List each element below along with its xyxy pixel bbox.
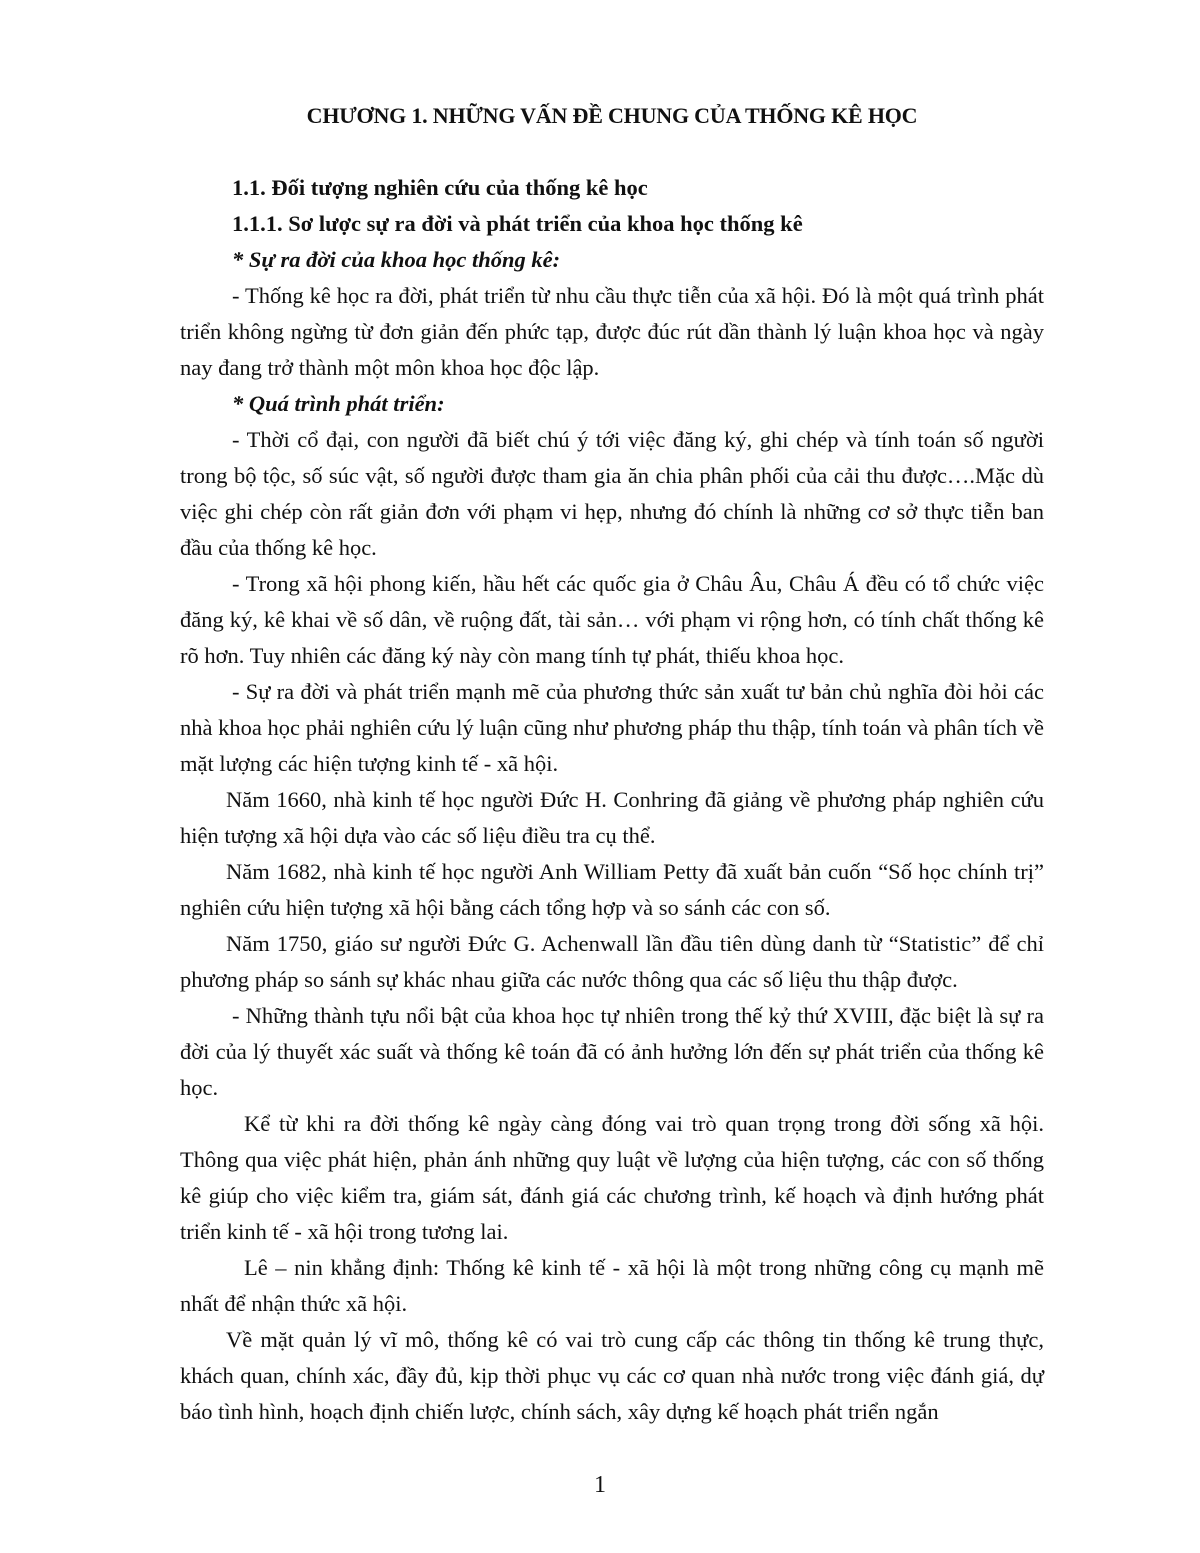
paragraph-origin: - Thống kê học ra đời, phát triển từ nhu cầu thực tiễn của xã hội. Đó là một quá trình phát triển không ngừng từ đơn giản đến phức tạp, được đúc rút dần thành lý luận khoa học và ngày nay đang trở thành một môn khoa học độc lập. xyxy=(180,283,1044,380)
paragraph: - Những thành tựu nổi bật của khoa học tự nhiên trong thế kỷ thứ XVIII, đặc biệt là sự ra đời của lý thuyết xác suất và thống kê toán đã có ảnh hưởng lớn đến sự phát triển của thống kê học. xyxy=(180,1003,1044,1100)
page-number: 1 xyxy=(594,1472,606,1498)
paragraph: Năm 1660, nhà kinh tế học người Đức H. Conhring đã giảng về phương pháp nghiên cứu hiện tượng xã hội dựa vào các số liệu điều tra cụ thể. xyxy=(180,787,1044,848)
paragraph: - Thời cổ đại, con người đã biết chú ý tới việc đăng ký, ghi chép và tính toán số người trong bộ tộc, số súc vật, số người được tham gia ăn chia phân phối của cải thu được….Mặc dù việc ghi chép còn rất giản đơn với phạm vi hẹp, nhưng đó chính là những cơ sở thực tiễn ban đầu của thống kê học. xyxy=(180,427,1044,560)
paragraph: Năm 1682, nhà kinh tế học người Anh William Petty đã xuất bản cuốn “Số học chính trị” nghiên cứu hiện tượng xã hội bằng cách tổng hợp và so sánh các con số. xyxy=(180,859,1044,920)
paragraph: - Sự ra đời và phát triển mạnh mẽ của phương thức sản xuất tư bản chủ nghĩa đòi hỏi các nhà khoa học phải nghiên cứu lý luận cũng như phương pháp thu thập, tính toán và phân tích về mặt lượng các hiện tượng kinh tế - xã hội. xyxy=(180,679,1044,776)
page-content xyxy=(180,98,1044,1430)
paragraph: Kể từ khi ra đời thống kê ngày càng đóng vai trò quan trọng trong đời sống xã hội. Thông qua việc phát hiện, phản ánh những quy luật về lượng của hiện tượng, các con số thống kê giúp cho việc kiểm tra, giám sát, đánh giá các chương trình, kế hoạch và định hướng phát triển kinh tế - xã hội trong tương lai. xyxy=(180,1111,1044,1244)
paragraph: Về mặt quản lý vĩ mô, thống kê có vai trò cung cấp các thông tin thống kê trung thực, khách quan, chính xác, đầy đủ, kịp thời phục vụ các cơ quan nhà nước trong việc đánh giá, dự báo tình hình, hoạch định chiến lược, chính sách, xây dựng kế hoạch phát triển ngắn xyxy=(180,1327,1044,1424)
chapter-title: CHƯƠNG 1. NHỮNG VẤN ĐỀ CHUNG CỦA THỐNG KÊ HỌC xyxy=(306,103,918,128)
paragraph: Năm 1750, giáo sư người Đức G. Achenwall lần đầu tiên dùng danh từ “Statistic” để chỉ phương pháp so sánh sự khác nhau giữa các nước thông qua các số liệu thu thập được. xyxy=(180,931,1044,992)
paragraph: - Trong xã hội phong kiến, hầu hết các quốc gia ở Châu Âu, Châu Á đều có tổ chức việc đăng ký, kê khai về số dân, về ruộng đất, tài sản… với phạm vi rộng hơn, có tính chất thống kê rõ hơn. Tuy nhiên các đăng ký này còn mang tính tự phát, thiếu khoa học. xyxy=(180,571,1044,668)
paragraph: Lê – nin khẳng định: Thống kê kinh tế - xã hội là một trong những công cụ mạnh mẽ nhất để nhận thức xã hội. xyxy=(180,1255,1044,1316)
subheading-development: * Quá trình phát triển: xyxy=(232,391,445,416)
section-heading-1-1-1: 1.1.1. Sơ lược sự ra đời và phát triển của khoa học thống kê xyxy=(232,211,803,236)
subheading-origin: * Sự ra đời của khoa học thống kê: xyxy=(232,247,561,272)
section-heading-1-1: 1.1. Đối tượng nghiên cứu của thống kê học xyxy=(232,175,648,200)
